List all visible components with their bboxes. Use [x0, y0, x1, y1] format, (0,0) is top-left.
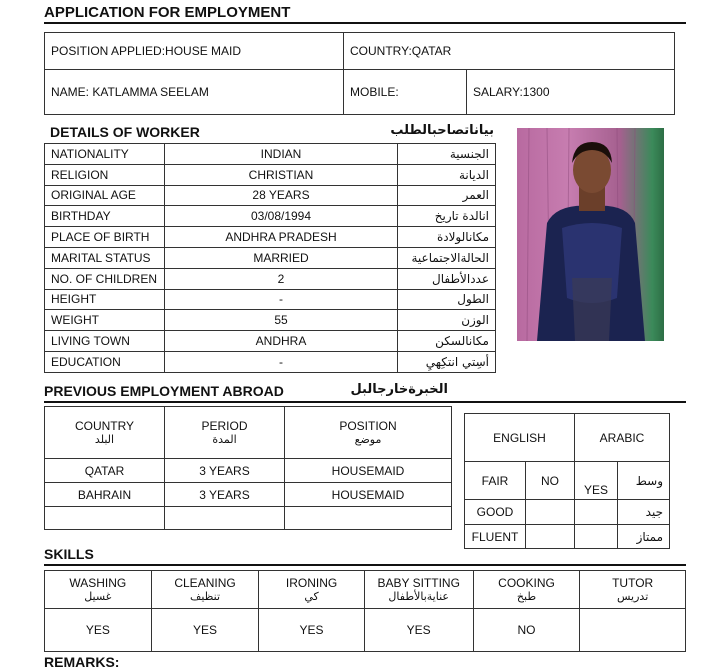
table-row [45, 268, 496, 289]
table-row [45, 164, 496, 185]
skill-value: YES [259, 609, 364, 652]
language-english: ENGLISH [465, 414, 575, 462]
prev-country [45, 507, 165, 530]
col-position [285, 407, 452, 459]
detail-value: MARRIED [165, 247, 398, 268]
title-divider [44, 22, 686, 24]
previous-divider [44, 401, 686, 403]
detail-value: INDIAN [165, 144, 398, 165]
table-row [45, 185, 496, 206]
col-country-label: COUNTRY [74, 419, 135, 433]
table-row [45, 483, 452, 507]
applicant-name: NAME: KATLAMMA SEELAM [45, 70, 344, 115]
table-row [45, 507, 452, 530]
person-photo-illustration [517, 128, 664, 341]
skill-label-ar: كي [304, 590, 319, 603]
skill-value: YES [364, 609, 473, 652]
detail-label: RELIGION [45, 164, 165, 185]
prev-period [165, 507, 285, 530]
detail-label-ar: الجنسية [398, 144, 496, 165]
skill-label: CLEANING [174, 576, 236, 590]
detail-label: ORIGINAL AGE [45, 185, 165, 206]
detail-label: WEIGHT [45, 310, 165, 331]
skill-value: YES [45, 609, 152, 652]
page-title: APPLICATION FOR EMPLOYMENT [44, 4, 291, 21]
skill-label: TUTOR [612, 576, 654, 590]
skills-divider [44, 564, 686, 566]
table-row [45, 227, 496, 248]
detail-value: - [165, 351, 398, 372]
prev-country: QATAR [45, 459, 165, 483]
table-row [45, 247, 496, 268]
detail-label: PLACE OF BIRTH [45, 227, 165, 248]
level-good: GOOD [465, 500, 526, 525]
skill-header [364, 571, 473, 609]
skill-header [151, 571, 259, 609]
detail-label: EDUCATION [45, 351, 165, 372]
detail-value: ANDHRA PRADESH [165, 227, 398, 248]
skill-value: YES [151, 609, 259, 652]
skill-header [473, 571, 580, 609]
detail-value: - [165, 289, 398, 310]
remarks-heading: REMARKS: [44, 654, 120, 670]
table-row [45, 459, 452, 483]
language-table [464, 413, 670, 549]
detail-value: 55 [165, 310, 398, 331]
level-fair-ar: وسط [618, 462, 670, 500]
worker-details-table [44, 143, 496, 373]
detail-label-ar: مكانالولادة [398, 227, 496, 248]
detail-label-ar: عددالأطفال [398, 268, 496, 289]
arabic-answer: YES [575, 462, 618, 500]
language-arabic: ARABIC [575, 414, 670, 462]
col-country [45, 407, 165, 459]
skill-label-ar: تدريس [617, 590, 649, 603]
prev-country: BAHRAIN [45, 483, 165, 507]
skill-header [580, 571, 686, 609]
detail-label: NATIONALITY [45, 144, 165, 165]
skill-label: COOKING [498, 576, 555, 590]
table-row [45, 206, 496, 227]
level-fluent: FLUENT [465, 525, 526, 549]
level-good-ar: جيد [618, 500, 670, 525]
english-good-cell [526, 500, 575, 525]
previous-employment-table [44, 406, 452, 530]
col-period-label-ar: المدة [212, 433, 237, 446]
skill-label-ar: غسيل [84, 590, 112, 603]
arabic-fluent-cell [575, 525, 618, 549]
detail-label-ar: الحالةالاجتماعية [398, 247, 496, 268]
detail-label-ar: العمر [398, 185, 496, 206]
position-applied: POSITION APPLIED:HOUSE MAID [45, 33, 344, 70]
detail-label-ar: انالدة تاريخ [398, 206, 496, 227]
table-row [45, 289, 496, 310]
table-row [45, 144, 496, 165]
country-applied: COUNTRY:QATAR [344, 33, 675, 70]
level-fluent-ar: ممتاز [618, 525, 670, 549]
detail-label-ar: الوزن [398, 310, 496, 331]
previous-employment-heading: PREVIOUS EMPLOYMENT ABROAD [44, 383, 284, 399]
detail-value: CHRISTIAN [165, 164, 398, 185]
skill-label: WASHING [69, 576, 127, 590]
skills-heading: SKILLS [44, 546, 94, 562]
detail-value: ANDHRA [165, 331, 398, 352]
detail-label-ar: أسِتي انتكِهيِ [398, 351, 496, 372]
details-heading: DETAILS OF WORKER [50, 124, 200, 140]
skill-label-ar: تنظيف [189, 590, 221, 603]
detail-label: HEIGHT [45, 289, 165, 310]
col-country-label-ar: البلد [94, 433, 115, 446]
prev-period: 3 YEARS [165, 459, 285, 483]
detail-label: MARITAL STATUS [45, 247, 165, 268]
salary: SALARY:1300 [467, 70, 675, 115]
english-answer: NO [526, 462, 575, 500]
mobile: MOBILE: [344, 70, 467, 115]
previous-employment-heading-ar: الخبرةخارجالبل [350, 382, 448, 397]
col-position-label-ar: موضع [354, 433, 382, 446]
col-period [165, 407, 285, 459]
detail-value: 28 YEARS [165, 185, 398, 206]
applicant-info-table [44, 32, 675, 115]
detail-label-ar: الديانة [398, 164, 496, 185]
details-heading-ar: بياناتصاحبالطلب [390, 123, 494, 138]
skill-label-ar: عنايةبالأطفال [388, 590, 449, 603]
english-fluent-cell [526, 525, 575, 549]
skill-header [45, 571, 152, 609]
detail-label-ar: مكانالسكن [398, 331, 496, 352]
skills-table [44, 570, 686, 652]
detail-label: LIVING TOWN [45, 331, 165, 352]
table-row [45, 331, 496, 352]
skill-header [259, 571, 364, 609]
prev-position: HOUSEMAID [285, 459, 452, 483]
level-fair: FAIR [465, 462, 526, 500]
detail-value: 2 [165, 268, 398, 289]
skill-label: BABY SITTING [377, 576, 460, 590]
prev-position [285, 507, 452, 530]
skill-label-ar: طبخ [516, 590, 537, 603]
worker-photo [517, 128, 664, 341]
col-period-label: PERIOD [201, 419, 248, 433]
detail-value: 03/08/1994 [165, 206, 398, 227]
prev-period: 3 YEARS [165, 483, 285, 507]
col-position-label: POSITION [339, 419, 397, 433]
detail-label: NO. OF CHILDREN [45, 268, 165, 289]
table-row [45, 351, 496, 372]
detail-label: BIRTHDAY [45, 206, 165, 227]
prev-position: HOUSEMAID [285, 483, 452, 507]
skill-value [580, 609, 686, 652]
table-row [45, 310, 496, 331]
arabic-good-cell [575, 500, 618, 525]
skill-value: NO [473, 609, 580, 652]
skill-label: IRONING [285, 576, 338, 590]
detail-label-ar: الطول [398, 289, 496, 310]
